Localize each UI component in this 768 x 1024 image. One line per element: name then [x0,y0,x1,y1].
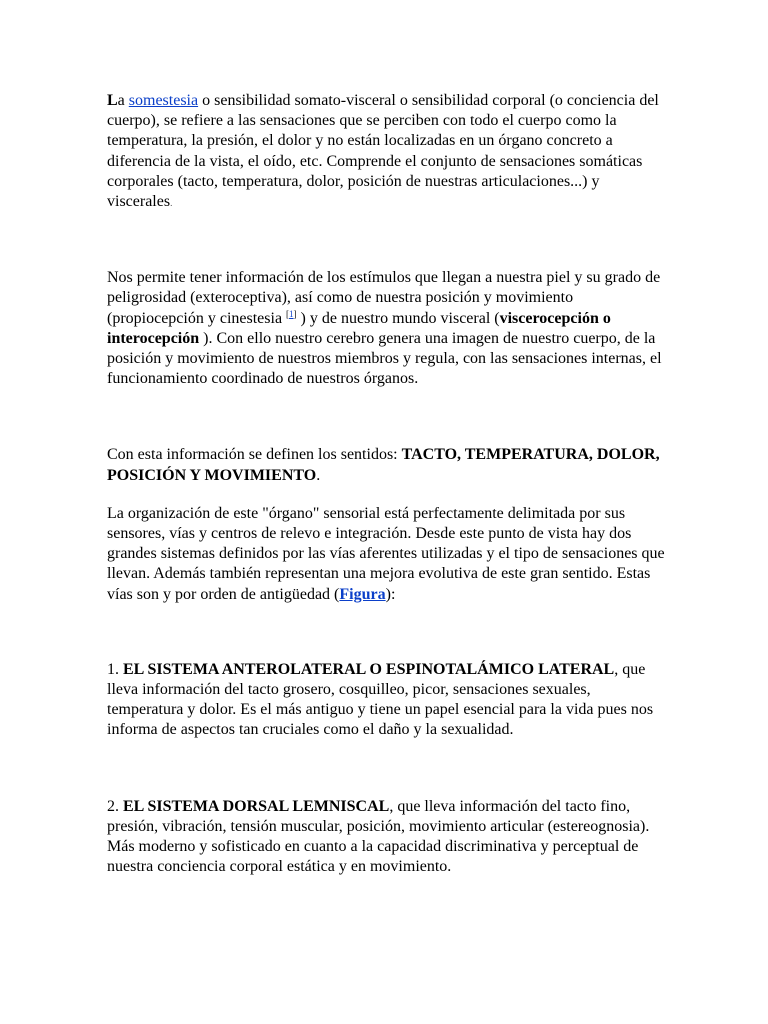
paragraph-stimuli-information [107,268,667,389]
paragraph-text: La organización de este "órgano" sensorial está perfectamente delimitada por sus sensores, vías y centros de relevo e integración. Desde este punto de vista hay dos grandes sistemas definidos por las vías aferentes utilizadas y el tipo de sensaciones que llevan. Además también representan una mejora evolutiva de este gran sentido. Estas vías son y por orden de antigüedad ( [107,504,665,603]
drop-letter: L [107,92,118,109]
figura-link[interactable]: Figura [339,585,386,603]
paragraph-somestesia-definition [107,91,667,213]
list-number: 2. [107,797,123,815]
document-body [107,91,667,877]
system-title: EL SISTEMA DORSAL LEMNISCAL [123,797,390,815]
paragraph-organization: La organización de este "órgano" sensorial está perfectamente delimitada por sus sensores, vías y centros de relevo e integración. Desde este punto de vista hay dos grandes sistemas definidos por las vías aferentes utilizadas y el tipo de sensaciones que llevan. Además también representan una mejora evolutiva de este gran sentido. Estas vías son y por orden de antigüedad (Figura): [107,504,665,603]
paragraph-dorsal-lemniscal-system [107,797,667,878]
footnote-reference: [1] [286,308,297,319]
paragraph-text: ) y de nuestro mundo visceral ( [296,309,500,327]
paragraph-anterolateral-system [107,660,667,741]
bold-term: viscerocepción o interocepción [107,309,611,347]
text-fragment: a [117,92,125,109]
footnote-1-link[interactable]: 1 [289,308,294,319]
end-dot: . [170,198,173,209]
paragraph-senses: Con esta información se definen los sentidos: TACTO, TEMPERATURA, DOLOR, POSICIÓN Y MOVIMIENTO. [107,446,660,484]
system-title: EL SISTEMA ANTEROLATERAL O ESPINOTALÁMICO LATERAL [123,660,615,678]
list-number: 1. [107,660,123,678]
paragraph-text: o sensibilidad somato-visceral o sensibilidad corporal (o conciencia del cuerpo), se refiere a las sensaciones que se perciben con todo el cuerpo como la temperatura, la presión, el dolor y no están localizadas en un órgano concreto a diferencia de la vista, el oído, etc. Comprende el conjunto de sensaciones somáticas corporales (tacto, temperatura, dolor, posición de nuestras articulaciones...) y viscerales [107,92,659,211]
paragraph-text: Con esta información se definen los sentidos: [107,446,402,464]
paragraph-text: , que lleva información del tacto fino, presión, vibración, tensión muscular, posición, movimiento articular (estereognosia). Más moderno y sofisticado en cuanto a la capacidad discriminativa y perceptual de nuestra conciencia corporal estática y en movimiento. [107,797,650,876]
somestesia-link[interactable]: somestesia [128,92,199,109]
paragraph-text: ). Con ello nuestro cerebro genera una imagen de nuestro cuerpo, de la posición y movimiento de nuestros miembros y regula, con las sensaciones internas, el funcionamiento coordinado de nuestros órganos. [107,329,662,388]
bold-senses-list: TACTO, TEMPERATURA, DOLOR, POSICIÓN Y MOVIMIENTO [107,446,660,484]
paragraph-text: , que lleva información del tacto grosero, cosquilleo, picor, sensaciones sexuales, temperatura y dolor. Es el más antiguo y tiene un papel esencial para la vida pues nos informa de aspectos tan cruciales como el daño y la sexualidad. [107,660,654,739]
paragraph-text: Nos permite tener información de los estímulos que llegan a nuestra piel y su grado de peligrosidad (exteroceptiva), así como de nuestra posición y movimiento (propiocepción y cinestesia [107,269,661,327]
